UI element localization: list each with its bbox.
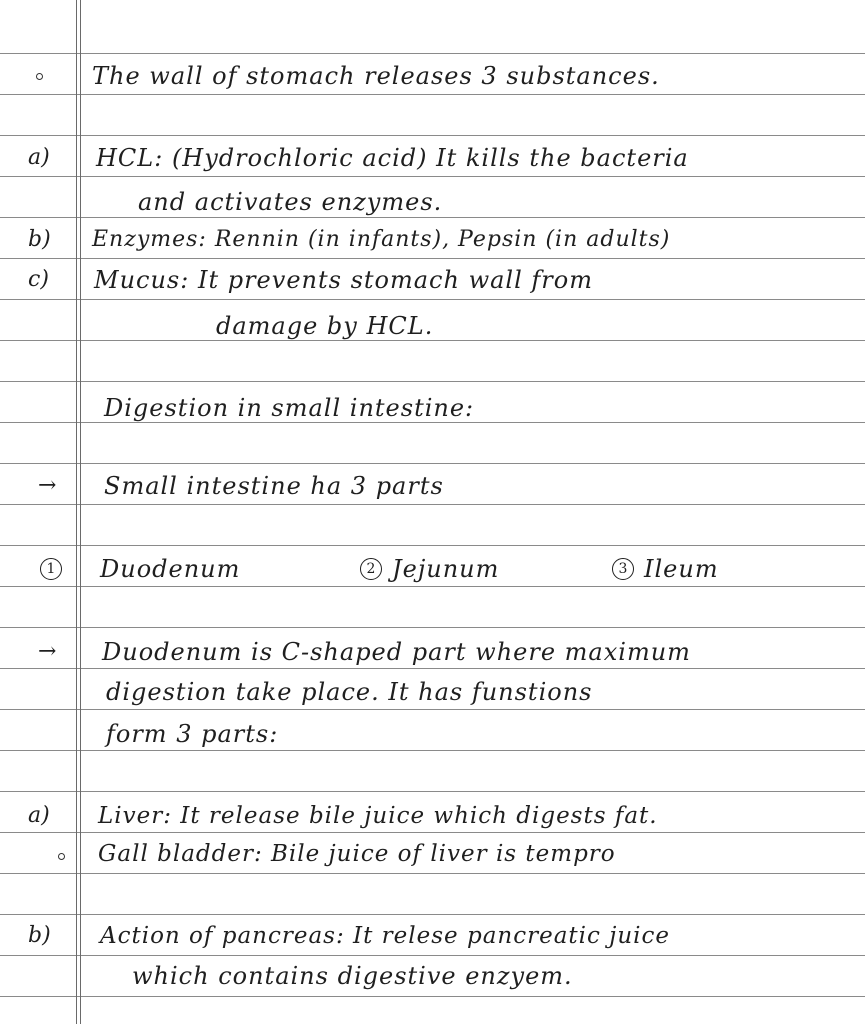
line-text: form 3 parts: — [106, 720, 279, 748]
line-marker: c) — [28, 267, 49, 292]
text-line — [0, 58, 865, 94]
part-name: Ileum — [644, 555, 719, 583]
line-text: Gall bladder: Bile juice of liver is tempro — [98, 841, 616, 867]
part-name: Duodenum — [100, 555, 241, 583]
text-line — [0, 958, 865, 994]
line-text: Enzymes: Rennin (in infants), Pepsin (in adults) — [92, 227, 671, 252]
line-marker: a) — [28, 145, 50, 170]
text-line — [0, 468, 865, 504]
arrow-icon: → — [38, 639, 57, 664]
text-line — [0, 308, 865, 344]
text-line — [0, 634, 865, 670]
text-line — [0, 716, 865, 752]
line-text: Action of pancreas: It relese pancreatic juice — [100, 923, 671, 949]
text-line — [0, 918, 865, 954]
arrow-icon: → — [38, 473, 57, 498]
text-line — [0, 140, 865, 176]
bullet-circle-icon — [36, 73, 43, 80]
text-line — [0, 674, 865, 710]
text-line — [0, 222, 865, 258]
text-line — [0, 798, 865, 834]
text-line — [0, 836, 865, 872]
line-text: digestion take place. It has funstions — [106, 678, 593, 706]
line-text: and activates enzymes. — [138, 188, 443, 216]
bullet-circle-icon — [58, 853, 65, 860]
line-marker: b) — [28, 923, 51, 948]
line-marker: b) — [28, 227, 51, 252]
line-marker: a) — [28, 803, 50, 828]
line-text: The wall of stomach releases 3 substances. — [92, 62, 660, 90]
line-text: HCL: (Hydrochloric acid) It kills the bacteria — [96, 144, 689, 172]
line-text: Small intestine ha 3 parts — [104, 472, 444, 500]
line-text: damage by HCL. — [216, 312, 434, 340]
text-line — [0, 184, 865, 220]
line-text: which contains digestive enzyem. — [132, 962, 573, 990]
section-heading — [0, 390, 865, 426]
parts-line — [0, 551, 865, 587]
part-name: Jejunum — [392, 555, 500, 583]
number-circle-icon: 1 — [40, 558, 62, 580]
line-text: Mucus: It prevents stomach wall from — [94, 266, 593, 294]
line-text: Liver: It release bile juice which digests fat. — [98, 803, 658, 829]
number-circle-icon: 3 — [612, 558, 634, 580]
line-text: Duodenum is C-shaped part where maximum — [102, 638, 691, 666]
number-circle-icon: 2 — [360, 558, 382, 580]
line-text: Digestion in small intestine: — [104, 394, 475, 422]
text-line — [0, 262, 865, 298]
